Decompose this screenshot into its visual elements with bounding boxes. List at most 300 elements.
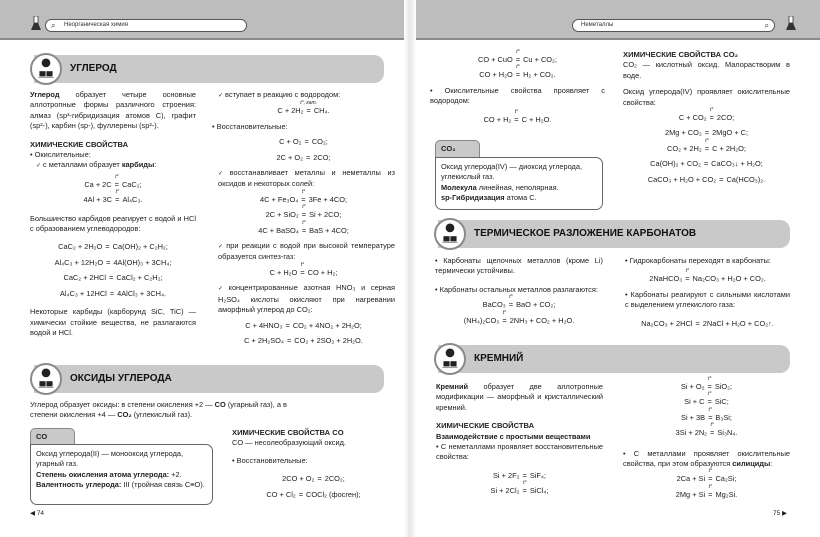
products: Ca(OH)₂ + C₂H₂; — [112, 242, 168, 252]
left-search-field[interactable] — [45, 19, 247, 32]
reactants: 3Si + 2N₂ — [675, 428, 708, 438]
operator: = — [306, 106, 311, 116]
subheading: Взаимодействие с простыми веществами — [436, 431, 591, 441]
reaction-condition: t° — [301, 188, 306, 195]
text: Оксид углерода(IV) — диоксид углерода, углекислый газ. — [441, 162, 583, 182]
reactants: CO₂ + 2H₂ — [667, 143, 702, 153]
equations — [212, 261, 395, 278]
operator: = — [522, 470, 527, 480]
term: карбиды — [121, 160, 155, 170]
text: : — [154, 160, 157, 170]
equation — [435, 294, 603, 310]
operator: = — [522, 486, 527, 496]
equation — [232, 490, 395, 500]
equations — [623, 107, 790, 185]
check-item: ✓ восстанавливает металлы и неметаллы из оксидов и некоторых солей: — [212, 168, 395, 190]
carbonates-left — [435, 256, 603, 331]
equations — [212, 321, 395, 347]
term: CO — [214, 400, 226, 409]
term: Молекула — [441, 182, 477, 192]
text: атома C. — [504, 193, 537, 203]
bullet: • Окислительные: — [30, 150, 91, 160]
products: 2NaCl + H₂O + CO₂↑. — [702, 318, 774, 328]
equations — [212, 137, 395, 163]
co-info-box — [30, 444, 213, 505]
products: Cu + CO₂; — [523, 55, 557, 64]
reactants: 2Mg + Si — [675, 489, 706, 499]
operator: = — [703, 159, 709, 169]
operator: = — [300, 267, 305, 277]
reactants: C + CO₂ — [678, 113, 707, 123]
equation — [30, 258, 196, 268]
co2-tab: CO₂ — [435, 140, 480, 157]
section-header-carbonates — [438, 220, 790, 248]
products: BaS + 4CO; — [309, 225, 349, 235]
equation — [30, 173, 196, 190]
reactants: C + 2H₂SO₄ — [244, 335, 284, 345]
text: • С металлами проявляет окислительные свойства, при этом образуются — [623, 448, 790, 469]
products: SiF₄; — [529, 470, 546, 480]
products: SiCl₄; — [529, 486, 549, 496]
operator: = — [105, 242, 110, 252]
equation — [625, 268, 790, 284]
reaction-condition: t° — [707, 391, 712, 398]
right-search-field[interactable] — [572, 19, 775, 32]
equals-sign — [522, 480, 527, 496]
equation — [30, 242, 196, 252]
flask-icon — [785, 16, 797, 32]
equals-sign — [115, 189, 120, 205]
equation — [623, 422, 790, 438]
reactants: (NH₄)₂CO₃ — [463, 315, 500, 325]
products: CH₄. — [313, 106, 330, 116]
operator: = — [301, 210, 307, 220]
equations — [212, 188, 395, 236]
products: SiO₂; — [714, 382, 733, 391]
reaction-condition: t° — [708, 483, 712, 490]
subheading: ХИМИЧЕСКИЕ СВОЙСТВА — [436, 421, 535, 431]
arrow-right-icon[interactable]: ▶ — [782, 510, 788, 517]
equations — [625, 319, 790, 329]
equations — [623, 376, 790, 439]
equals-sign — [106, 258, 110, 268]
oxides-intro — [30, 400, 290, 421]
products: CaCO₃↓ + H₂O; — [711, 159, 763, 169]
operator: = — [109, 273, 114, 283]
equation — [623, 376, 790, 392]
reactants: CO + H₂O — [479, 70, 513, 80]
products: B₃Si; — [715, 412, 732, 422]
text — [441, 183, 597, 193]
search-icon: ⌕ — [51, 21, 56, 30]
reaction-condition: t° — [522, 480, 527, 487]
page-number: 74 — [36, 510, 45, 517]
page-number-right — [773, 509, 787, 519]
page-number-left — [30, 509, 44, 519]
subheading: ХИМИЧЕСКИЕ СВОЙСТВА CO — [232, 428, 344, 437]
paragraph: Большинство карбидов реагирует с водой и HCl с образованием углеводородов: — [30, 213, 196, 234]
bullet: • Карбонаты остальных металлов разлагаются: — [435, 284, 598, 294]
reactants: CaC₂ + 2HCl — [63, 273, 106, 283]
equation — [623, 406, 790, 423]
equals-sign — [306, 153, 310, 163]
check-item: ✓ при реакции с водой при высокой температуре образуется синтез-газ: — [212, 241, 395, 263]
flask-icon — [30, 16, 42, 32]
carbonates-right — [625, 256, 790, 334]
carbon-left-column — [30, 90, 196, 338]
reactants: Si + C — [684, 397, 705, 407]
term: Кремний — [436, 382, 469, 391]
equation — [623, 483, 790, 500]
equals-sign — [719, 175, 723, 185]
operator: = — [317, 474, 322, 484]
reaction-condition: t° — [300, 261, 305, 268]
reactants: C + 4HNO₃ — [245, 320, 283, 330]
products: CO + H₂; — [307, 267, 338, 277]
equation — [623, 159, 790, 169]
reactants: C + H₂O — [269, 267, 298, 277]
equations — [436, 471, 603, 497]
section-title: ОКСИДЫ УГЛЕРОДА — [70, 373, 172, 384]
left-search-text: Неорганическая химия — [64, 22, 128, 28]
operator: = — [109, 288, 115, 298]
book-spine — [404, 0, 416, 537]
reaction-condition: t° — [707, 376, 712, 382]
products: CaC₂; — [121, 179, 142, 189]
reactants: 2Ca + Si — [676, 474, 706, 484]
section-title: УГЛЕРОД — [70, 63, 117, 74]
reader-icon — [434, 218, 466, 250]
reactants: 2CO + O₂ — [282, 474, 315, 484]
carbon-right-column — [212, 90, 395, 351]
products: SiC; — [714, 397, 729, 407]
operator: = — [114, 179, 119, 189]
products: CO₂; — [311, 137, 328, 147]
reactants: 2Mg + CO₂ — [664, 128, 702, 138]
equals-sign — [300, 100, 318, 116]
search-icon: ⌕ — [764, 21, 769, 30]
reactants: 4C + Fe₃O₄ — [259, 194, 299, 204]
reaction-condition: t° — [509, 294, 513, 301]
products: CO₂ + 2SO₂ + 2H₂O. — [294, 335, 363, 345]
text: Оксид углерода(IV) проявляет окислительные свойства: — [623, 87, 790, 107]
text: образует четыре основные аллотропные формы различного строения: алмаз (sp³-гибридизация атомов С), графит (sp²-), карбин (sp-), фуллерены (sp²-). — [30, 90, 196, 131]
equations — [623, 468, 790, 500]
operator: = — [286, 335, 292, 345]
reader-icon — [434, 343, 466, 375]
reaction-condition: t° — [115, 173, 119, 180]
equals-sign — [287, 336, 291, 346]
check-item: ✓ концентрированные азотная HNO₃ и серная H₂SO₄ кислоты окисляют при нагревании аморфный углерод до CO₂: — [212, 283, 395, 315]
bullet: • Восстановительные: — [232, 455, 308, 465]
equation — [436, 480, 603, 496]
equation — [625, 319, 790, 329]
reaction-condition: t° — [516, 49, 520, 55]
reader-icon — [30, 363, 62, 395]
silicon-intro — [436, 382, 603, 413]
equation — [623, 175, 790, 185]
reactants: Si + 3B — [681, 412, 706, 422]
reactants: C + 2H₂ — [277, 106, 304, 116]
text — [441, 193, 597, 203]
equation — [212, 261, 395, 278]
reactants: CaC₂ + 2H₂O — [58, 242, 103, 252]
equals-sign — [299, 490, 303, 500]
bullet: • Карбонаты щелочных металлов (кроме Li) термически устойчивы. — [435, 256, 603, 276]
equations — [232, 474, 395, 500]
products: Mg₂Si. — [715, 489, 738, 499]
operator: = — [502, 315, 507, 325]
silicon-left — [436, 382, 603, 502]
equals-sign — [110, 289, 114, 299]
reaction-condition: t° — [502, 309, 507, 316]
reactants: 2C + SiO₂ — [265, 210, 299, 220]
equation — [430, 108, 605, 125]
products: 2CO₂; — [324, 474, 345, 484]
bullet: • Карбонаты реагируют с сильными кислотами с выделением углекислого газа: — [625, 289, 790, 310]
reaction-condition: t° — [516, 64, 520, 71]
equals-sign — [704, 159, 708, 169]
operator: = — [115, 195, 120, 205]
products: 4Al(OH)₃ + 3CH₄; — [113, 257, 172, 267]
products: 3Fe + 4CO; — [308, 194, 348, 204]
equals-sign — [300, 261, 305, 278]
equation — [623, 137, 790, 154]
paragraph: Некоторые карбиды (карборунд SiC, TiC) — химически стойкие вещества, не разлагаются водой и HCl. — [30, 307, 196, 337]
text: Углерод образует оксиды: в степени окисления +2 — — [30, 400, 215, 409]
equals-sign — [301, 219, 307, 236]
equation — [430, 64, 605, 80]
products: Si₃N₄. — [717, 428, 738, 438]
operator: = — [305, 152, 311, 162]
reactants: 2C + O₂ — [276, 152, 303, 162]
reaction-condition: t° — [708, 468, 712, 475]
reactants: Ca(OH)₂ + CO₂ — [650, 159, 701, 169]
text: +2. — [169, 469, 182, 479]
subheading: ХИМИЧЕСКИЕ СВОЙСТВА CO₂ — [623, 50, 738, 59]
bullet — [623, 449, 790, 470]
products: H₂ + CO₂. — [523, 70, 556, 80]
operator: = — [285, 320, 290, 330]
reactants: 4C + BaSO₄ — [258, 225, 299, 235]
equals-sign — [508, 294, 514, 310]
operator: = — [708, 474, 713, 484]
co-properties-cont — [430, 50, 605, 130]
equation — [436, 471, 603, 481]
reactants: Si + 2Cl₂ — [490, 486, 520, 496]
equals-sign — [515, 64, 521, 80]
co2-info-box — [435, 157, 603, 210]
text: CO₂ — кислотный оксид. Малорастворим в воде. — [623, 60, 790, 80]
reaction-condition: t° — [705, 137, 709, 144]
equation — [212, 153, 395, 163]
operator: = — [304, 137, 309, 147]
reaction-condition: t°, кат. — [300, 100, 318, 107]
equation — [232, 474, 395, 484]
reaction-condition: t° — [514, 108, 519, 115]
operator: = — [710, 428, 715, 438]
equation — [623, 107, 790, 123]
equals-sign — [709, 107, 714, 123]
equals-sign — [286, 321, 290, 331]
text — [36, 470, 207, 480]
equation — [212, 321, 395, 331]
bullet: • Гидрокарбонаты переходят в карбонаты: — [625, 256, 771, 265]
reactants: CO + Cl₂ — [266, 489, 296, 499]
operator: = — [515, 55, 521, 64]
products: 4AlCl₃ + 3CH₄. — [117, 288, 167, 298]
operator: = — [695, 318, 700, 328]
reaction-condition: t° — [302, 219, 306, 226]
bullet: • Окислительные свойства проявляет с водородом: — [430, 85, 605, 106]
equation — [435, 309, 603, 326]
reaction-condition: t° — [302, 204, 306, 211]
equation — [212, 137, 395, 147]
reaction-condition: t° — [685, 268, 690, 275]
term: Степень окисления атома углерода: — [36, 469, 170, 479]
section-header-silicon — [438, 345, 790, 373]
products: 2MgO + C; — [712, 128, 749, 138]
reader-icon — [30, 53, 62, 85]
operator: = — [514, 114, 519, 124]
equations — [430, 49, 605, 81]
equation — [212, 219, 395, 236]
equation — [623, 391, 790, 407]
equation — [212, 100, 395, 116]
reaction-condition: t° — [708, 406, 712, 413]
reaction-condition: t° — [710, 422, 714, 429]
section-header-oxides — [34, 365, 384, 393]
equations — [430, 108, 605, 125]
reactants: CO + H₂ — [483, 114, 512, 124]
products: CaCl₂ + C₂H₂; — [116, 273, 163, 283]
operator: = — [298, 489, 304, 499]
silicon-right — [623, 377, 790, 505]
operator: = — [685, 274, 690, 284]
equation — [212, 336, 395, 346]
term: Валентность углерода: — [36, 480, 122, 490]
equation — [623, 468, 790, 484]
reactants: Si + 2F₂ — [493, 470, 520, 480]
text: с металлами образует — [43, 160, 122, 170]
co-tab: CO — [30, 428, 75, 444]
reactants: Al₄C₃ + 12H₂O — [54, 257, 104, 267]
text: линейная, неполярная. — [476, 182, 559, 192]
reaction-condition: t° — [115, 189, 119, 196]
products: Al₄C₃. — [122, 195, 143, 205]
reactants: Si + O₂ — [680, 382, 705, 391]
text: III (тройная связь C≡O). — [121, 480, 205, 490]
equals-sign — [317, 474, 321, 484]
reactants: CaCO₃ + H₂O + CO₂ — [647, 174, 717, 184]
equals-sign — [109, 273, 113, 283]
operator: = — [301, 225, 307, 235]
products: Ca(HCO₃)₂. — [726, 174, 766, 184]
reactants: Al₄C₃ + 12HCl — [59, 288, 107, 298]
products: 2CO; — [313, 152, 331, 162]
operator: = — [707, 382, 712, 391]
check-item — [30, 160, 196, 171]
term: sp-Гибридизация — [441, 193, 505, 203]
arrow-left-icon[interactable]: ◀ — [30, 510, 35, 517]
reactants: 2NaHCO₃ — [649, 274, 683, 284]
operator: = — [704, 143, 710, 153]
reactants: C + O₂ — [279, 137, 302, 147]
equals-sign — [708, 483, 713, 500]
page-number: 75 — [773, 510, 781, 517]
section-header-carbon — [34, 55, 384, 83]
equations — [30, 242, 196, 299]
text — [36, 480, 207, 490]
products: CO₂ + 4NO₂ + 2H₂O; — [292, 320, 362, 330]
term: Углерод — [30, 90, 60, 99]
equations — [30, 173, 196, 206]
text: (углекислый газ). — [131, 410, 193, 420]
products: Si + 2CO; — [309, 210, 342, 220]
operator: = — [708, 412, 713, 422]
operator: = — [515, 70, 521, 80]
equation — [30, 189, 196, 205]
carbon-intro — [30, 90, 196, 132]
text: : — [770, 459, 773, 469]
equations — [435, 294, 603, 326]
section-title: ТЕРМИЧЕСКОЕ РАЗЛОЖЕНИЕ КАРБОНАТОВ — [474, 228, 697, 239]
equals-sign — [704, 137, 710, 154]
equals-sign — [502, 309, 507, 326]
reactants: Ca + 2C — [84, 179, 112, 189]
reactants: 4Al + 3C — [83, 195, 113, 205]
right-search-text: Неметаллы — [581, 22, 614, 28]
operator: = — [719, 174, 724, 184]
products: C + H₂O. — [521, 114, 552, 124]
text: CO — несолеобразующий оксид. — [232, 438, 346, 448]
operator: = — [301, 194, 306, 204]
operator: = — [704, 128, 710, 138]
check-item: ✓ вступает в реакцию с водородом: — [212, 90, 395, 101]
products: 2NH₃ + CO₂ + H₂O. — [509, 315, 575, 325]
reaction-condition: t° — [710, 107, 714, 114]
equals-sign — [685, 268, 690, 284]
equations — [212, 100, 395, 116]
section-title: КРЕМНИЙ — [474, 353, 524, 364]
bullet: • С неметаллами проявляет восстановительные свойства: — [436, 442, 603, 462]
reactants: BaCO₃ — [482, 300, 506, 310]
products: Ca₂Si; — [715, 474, 737, 484]
equations — [625, 268, 790, 284]
products: Na₂CO₃ + H₂O + CO₂. — [692, 274, 766, 284]
operator: = — [707, 397, 712, 407]
operator: = — [708, 489, 713, 499]
term: CO₂ — [117, 410, 132, 420]
text: Оксид углерода(II) — монооксид углерода, угарный газ. — [36, 449, 184, 469]
reactants: Na₂CO₃ + 2HCl — [641, 318, 693, 328]
equals-sign — [710, 422, 715, 438]
operator: = — [508, 300, 514, 310]
term: силициды — [732, 459, 771, 469]
bullet: • Восстановительные: — [212, 121, 288, 131]
equals-sign — [514, 108, 519, 125]
products: 2CO; — [716, 113, 735, 123]
equals-sign — [105, 242, 109, 252]
text: (угарный газ), а в степени окисления +4 — — [30, 400, 287, 420]
co2-properties — [623, 50, 790, 190]
operator: = — [106, 257, 111, 267]
subheading: ХИМИЧЕСКИЕ СВОЙСТВА — [30, 139, 129, 149]
co-properties — [232, 428, 395, 505]
equation — [30, 273, 196, 283]
equals-sign — [695, 319, 699, 329]
products: C + 2H₂O; — [712, 143, 746, 153]
